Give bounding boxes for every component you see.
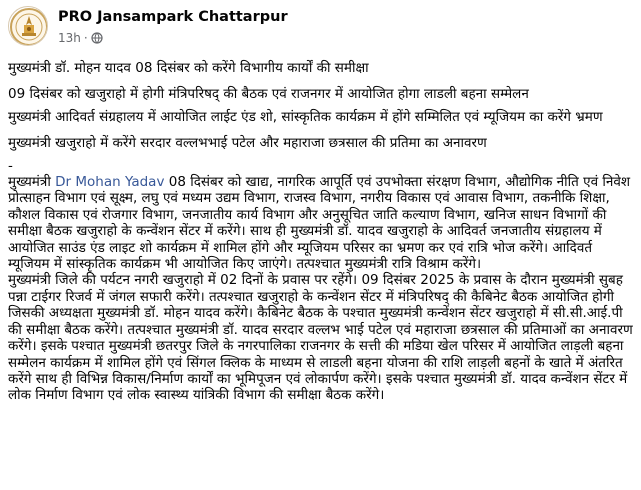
headline-2: 09 दिसंबर को खजुराहो में होगी मंत्रिपरिषद् की बैठक एवं राजनगर में आयोजित होगा लाडली बहना सम्मेलन xyxy=(8,86,529,103)
globe-icon xyxy=(91,32,103,47)
paragraph-1-prefix: मुख्यमंत्री xyxy=(8,174,56,191)
page-name-link[interactable]: PRO Jansampark Chattarpur xyxy=(58,9,288,25)
headline-3: मुख्यमंत्री आदिवर्त संग्रहालय में आयोजित लाईट एंड शो, सांस्कृतिक कार्यक्रम में होंगे सम्मिलित एवं म्यूजियम का करेंगे भ्रमण xyxy=(8,108,603,125)
paragraph-2: मुख्यमंत्री जिले की पर्यटन नगरी खजुराहो में 02 दिनों के प्रवास पर रहेंगे। 09 दिसंबर 2025 के प्रवास के दौरान मुख्यमंत्री सुबह पन्ना टाईगर रिजर्व में जंगल सफारी करेंगे। तत्पश्चात खजुराहो के कन्वेंशन सेंटर में मंत्रिपरिषद् की कैबिनेट बैठक आयोजित होगी जिसकी अध्यक्षता मुख्यमंत्री डॉ. मोहन यादव करेंगे। कैबिनेट बैठक के पश्चात मुख्यमंत्री कन्वेंशन सेंटर खजुराहो में सी.सी.आई.पी की समीक्षा बैठक करेंगे। तत्पश्चात मुख्यमंत्री डॉ. यादव सरदार वल्लभ भाई पटेल एवं महाराजा छत्रसाल की प्रतिमाओं का अनावरण करेंगे। इसके पश्चात मुख्यमंत्री छतरपुर जिले के नगरपालिका राजनगर के सत्ती की मडिया खेल परिसर में आयोजित लाड़ली बहना सम्मेलन कार्यक्रम में शामिल होंगे एवं सिंगल क्लिक के माध्यम से लाडली बहना योजना की राशि लाड़ली बहनों के खाते में अंतरित करेंगे साथ ही विभिन्न विकास/निर्माण कार्यों का भूमिपूजन एवं लोकार्पण करेंगे। इसके पश्चात मुख्यमंत्री डॉ. यादव कन्वेंशन सेंटर में लोक निर्माण विभाग एवं लोक स्वास्थ्य यांत्रिकी विभाग की समीक्षा बैठक करेंगे। xyxy=(8,272,633,404)
post-header xyxy=(8,6,628,48)
post-time[interactable]: 13h xyxy=(58,31,81,45)
avatar[interactable] xyxy=(8,6,48,46)
meta-separator: · xyxy=(83,31,88,45)
mention-link[interactable]: Dr Mohan Yadav xyxy=(55,174,165,191)
separator-dash: - xyxy=(8,157,13,174)
paragraph-1 xyxy=(8,174,634,272)
government-seal-logo xyxy=(9,7,48,46)
post-body xyxy=(8,60,634,404)
post-meta xyxy=(58,31,103,47)
headline-1: मुख्यमंत्री डॉ. मोहन यादव 08 दिसंबर को करेंगे विभागीय कार्यों की समीक्षा xyxy=(8,60,369,76)
paragraph-1-text: 08 दिसंबर को खाद्य, नागरिक आपूर्ति एवं उपभोक्ता संरक्षण विभाग, औद्योगिक नीति एवं निवेश प्रोत्साहन विभाग एवं सूक्ष्म, लघु एवं मध्यम उद्यम विभाग, राजस्व विभाग, नगरीय विकास एवं आवास विभाग, तकनीकि शिक्षा, कौशल विकास एवं रोजगार विभाग, जनजातीय कार्य विभाग और अनुसूचित जाति कल्याण विभाग, खनिज साधन विभागों की समीक्षा बैठक खजुराहो के कन्वेंशन सेंटर में करेंगे। साथ ही मुख्यमंत्री डॉ. यादव खजुराहो के आदिवर्त जनजातीय संग्रहालय में आयोजित साउंड एंड लाइट शो कार्यक्रम में शामिल होंगे और म्यूजियम परिसर का भ्रमण कर एवं रात्रि भोज करेंगे। आदिवर्त म्यूजियम में सांस्कृतिक कार्यक्रम भी आयोजित किए जाएंगे। तत्पश्चात मुख्यमंत्री रात्रि विश्राम करेंगे। xyxy=(8,174,631,273)
headline-4: मुख्यमंत्री खजुराहो में करेंगे सरदार वल्लभभाई पटेल और महाराजा छत्रसाल की प्रतिमा का अनावरण xyxy=(8,135,487,152)
